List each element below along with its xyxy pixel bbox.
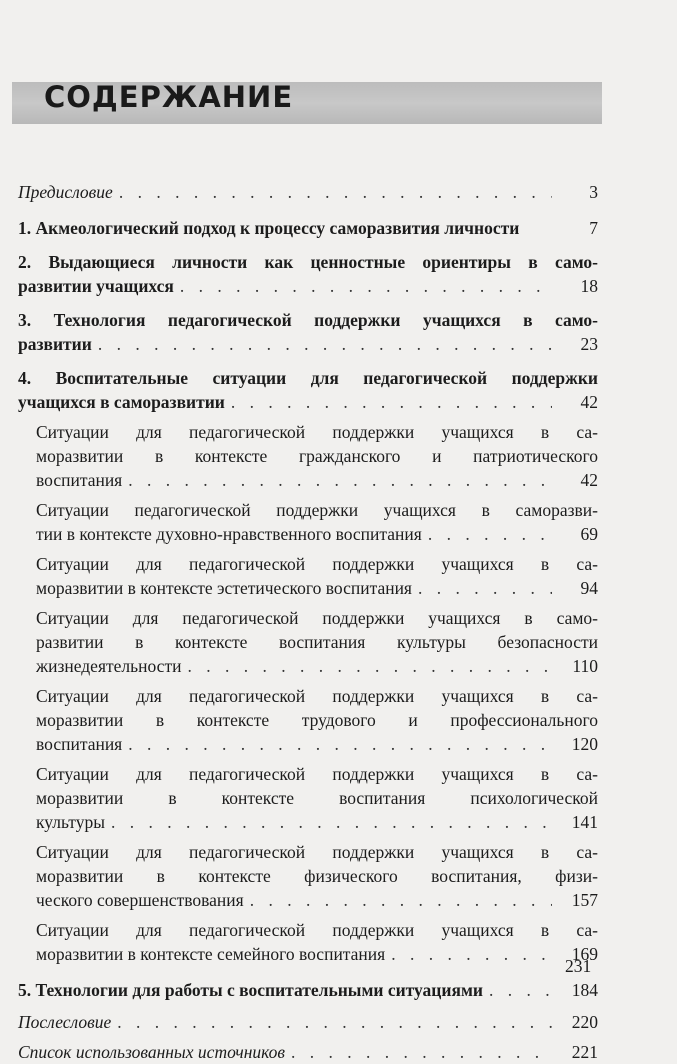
- toc-line: [18, 942, 598, 966]
- toc-entry: [18, 918, 598, 966]
- dot-leader: [428, 522, 552, 546]
- toc-entry-text: Ситуации для педагогической поддержки учащихся в са-: [36, 842, 598, 862]
- toc-entry-text: Список использованных источников: [18, 1042, 286, 1062]
- toc-line: [18, 630, 598, 654]
- toc-page-number: 3: [589, 182, 598, 202]
- toc-entry-text: моразвитии в контексте физического воспитания, физи-: [36, 866, 598, 886]
- toc-line: [18, 762, 598, 786]
- toc-entry-text: моразвитии в контексте эстетического воспитания: [36, 578, 412, 598]
- toc-entry-text: развитии учащихся: [18, 276, 174, 296]
- toc-line: [18, 366, 598, 390]
- toc-page-number: 169: [571, 944, 598, 964]
- toc-entry: [18, 840, 598, 912]
- toc-line: [18, 552, 598, 576]
- dot-leader: [128, 468, 552, 492]
- toc-page-number: 94: [580, 578, 598, 598]
- toc-line: [18, 684, 598, 708]
- toc-entry-text: 4. Воспитательные ситуации для педагогической поддержки: [18, 368, 598, 388]
- dot-leader: [117, 1010, 552, 1034]
- toc-line: [18, 576, 598, 600]
- toc-page-number: 42: [580, 470, 598, 490]
- dot-leader: [418, 576, 552, 600]
- toc-page-number: 7: [589, 218, 598, 238]
- toc-entry: [18, 420, 598, 492]
- toc-line: [18, 522, 598, 546]
- toc-line: [18, 420, 598, 444]
- toc-entry: [18, 552, 598, 600]
- toc-entry-text: Ситуации для педагогической поддержки учащихся в са-: [36, 554, 598, 574]
- dot-leader: [128, 732, 552, 756]
- toc-line: [18, 840, 598, 864]
- toc-page-number: 157: [571, 890, 598, 910]
- toc-entry: [18, 1040, 598, 1064]
- toc-line: [18, 390, 598, 414]
- dot-leader: [180, 274, 552, 298]
- toc-line: [18, 810, 598, 834]
- toc-entry-text: Ситуации для педагогической поддержки учащихся в само-: [36, 608, 598, 628]
- toc-entry-text: Ситуации для педагогической поддержки учащихся в са-: [36, 686, 598, 706]
- toc-line: [18, 498, 598, 522]
- toc-entry-text: жизнедеятельности: [36, 656, 182, 676]
- toc-entry: [18, 308, 598, 356]
- toc-entry-text: Ситуации для педагогической поддержки учащихся в са-: [36, 764, 598, 784]
- toc-entry: [18, 1010, 598, 1034]
- toc-line: [18, 654, 598, 678]
- toc-page-number: 221: [571, 1042, 598, 1062]
- toc-line: [18, 786, 598, 810]
- toc-entry: [18, 366, 598, 414]
- toc-page-number: 141: [571, 812, 598, 832]
- toc-entry-text: учащихся в саморазвитии: [18, 392, 225, 412]
- dot-leader: [187, 654, 552, 678]
- dot-leader: [98, 332, 552, 356]
- toc-line: [18, 332, 598, 356]
- toc-entry-text: моразвитии в контексте воспитания психологической: [36, 788, 598, 808]
- toc-line: [18, 732, 598, 756]
- toc-entry: [18, 498, 598, 546]
- dot-leader: [489, 978, 552, 1002]
- toc-entry-text: моразвитии в контексте гражданского и патриотического: [36, 446, 598, 466]
- toc-entry-text: развитии: [18, 334, 92, 354]
- toc-entry-text: 1. Акмеологический подход к процессу саморазвития личности: [18, 218, 520, 238]
- toc-page-number: 110: [572, 656, 598, 676]
- toc-entry-text: развитии в контексте воспитания культуры безопасности: [36, 632, 598, 652]
- page-title: СОДЕРЖАНИЕ: [44, 80, 294, 114]
- dot-leader: [391, 942, 552, 966]
- toc-page-number: 220: [571, 1012, 598, 1032]
- dot-leader: [250, 888, 552, 912]
- toc-page-number: 23: [580, 334, 598, 354]
- toc-page-number: 69: [580, 524, 598, 544]
- toc-entry-text: Ситуации для педагогической поддержки учащихся в са-: [36, 422, 598, 442]
- toc-entry-text: Ситуации для педагогической поддержки учащихся в са-: [36, 920, 598, 940]
- toc-page-number: 184: [571, 980, 598, 1000]
- toc-line: [18, 1010, 598, 1034]
- toc-entry: [18, 762, 598, 834]
- toc-line: [18, 180, 598, 204]
- toc-entry-text: моразвитии в контексте семейного воспитания: [36, 944, 386, 964]
- toc-entry: [18, 978, 598, 1002]
- toc-line: [18, 250, 598, 274]
- toc-entry-text: ческого совершенствования: [36, 890, 244, 910]
- toc-entry-text: тии в контексте духовно-нравственного воспитания: [36, 524, 422, 544]
- toc-entry-text: Ситуации педагогической поддержки учащихся в саморазви-: [36, 500, 598, 520]
- toc-line: [18, 978, 598, 1002]
- toc-page-number: 120: [571, 734, 598, 754]
- toc-entry: [18, 250, 598, 298]
- toc-entry-text: воспитания: [36, 470, 123, 490]
- dot-leader: [291, 1040, 552, 1064]
- toc-entry: [18, 216, 598, 240]
- toc-line: [18, 864, 598, 888]
- toc-line: [18, 308, 598, 332]
- toc-line: [18, 708, 598, 732]
- toc-line: [18, 888, 598, 912]
- toc-line: [18, 444, 598, 468]
- page-number: 231: [565, 956, 592, 976]
- toc-entry-text: 2. Выдающиеся личности как ценностные ориентиры в само-: [18, 252, 598, 272]
- toc-entry-text: воспитания: [36, 734, 123, 754]
- dot-leader: [119, 180, 552, 204]
- toc-entry-text: Послесловие: [18, 1012, 112, 1032]
- toc-entry: [18, 180, 598, 204]
- toc-entry: [18, 684, 598, 756]
- toc-page-number: 18: [580, 276, 598, 296]
- toc-entry-text: 3. Технология педагогической поддержки учащихся в само-: [18, 310, 598, 330]
- toc-entry-text: культуры: [36, 812, 105, 832]
- toc-line: [18, 468, 598, 492]
- dot-leader: [111, 810, 552, 834]
- toc-line: [18, 274, 598, 298]
- dot-leader: [231, 390, 552, 414]
- table-of-contents: [18, 174, 598, 1064]
- toc-line: [18, 216, 598, 240]
- toc-entry-text: Предисловие: [18, 182, 113, 202]
- toc-line: [18, 918, 598, 942]
- toc-line: [18, 1040, 598, 1064]
- toc-entry-text: 5. Технологии для работы с воспитательными ситуациями: [18, 980, 483, 1000]
- toc-entry-text: моразвитии в контексте трудового и профессионального: [36, 710, 598, 730]
- toc-page-number: 42: [580, 392, 598, 412]
- toc-entry: [18, 606, 598, 678]
- toc-line: [18, 606, 598, 630]
